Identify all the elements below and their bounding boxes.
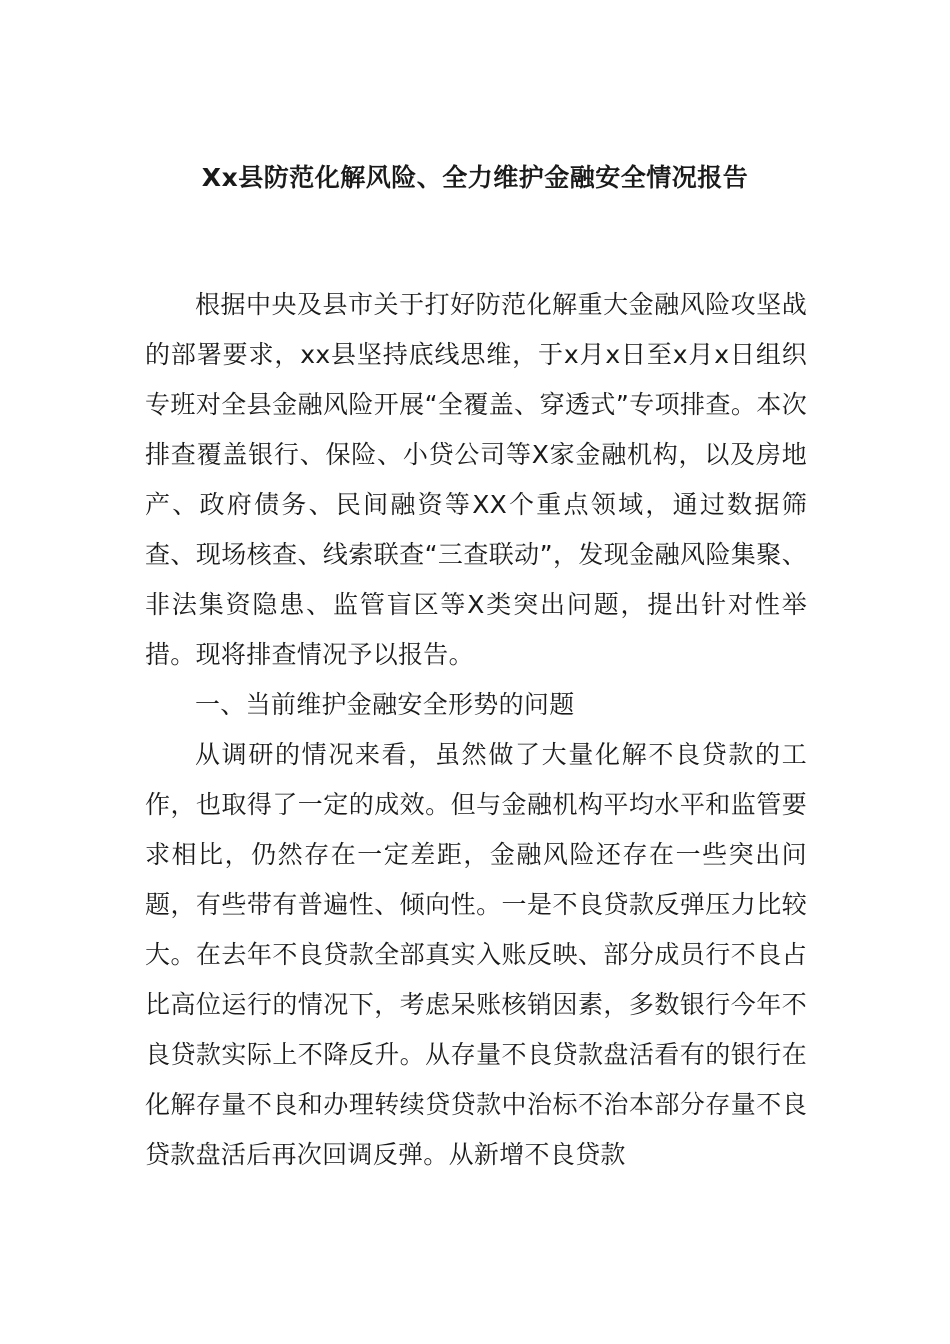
intro-paragraph: 根据中央及县市关于打好防范化解重大金融风险攻坚战的部署要求，xx县坚持底线思维，于x月x日至x月x日组织专班对全县金融风险开展“全覆盖、穿透式”专项排查。本次排查覆盖银行、保险、小贷公司等X家金融机构，以及房地产、政府债务、民间融资等XX个重点领域，通过数据筛查、现场核查、线索联查“三查联动”，发现金融风险集聚、非法集资隐患、监管盲区等X类突出问题，提出针对性举措。现将排查情况予以报告。 [145,290,807,669]
section-heading: 一、当前维护金融安全形势的问题 [195,690,575,719]
document-body [145,280,807,1180]
document-title: Xx县防范化解风险、全力维护金融安全情况报告 [201,163,749,192]
body-paragraph: 从调研的情况来看，虽然做了大量化解不良贷款的工作，也取得了一定的成效。但与金融机构平均水平和监管要求相比，仍然存在一定差距，金融风险还存在一些突出问题，有些带有普遍性、倾向性。一是不良贷款反弹压力比较大。在去年不良贷款全部真实入账反映、部分成员行不良占比高位运行的情况下，考虑呆账核销因素，多数银行今年不良贷款实际上不降反升。从存量不良贷款盘活看有的银行在化解存量不良和办理转续贷贷款中治标不治本部分存量不良贷款盘活后再次回调反弹。从新增不良贷款 [145,740,807,1169]
